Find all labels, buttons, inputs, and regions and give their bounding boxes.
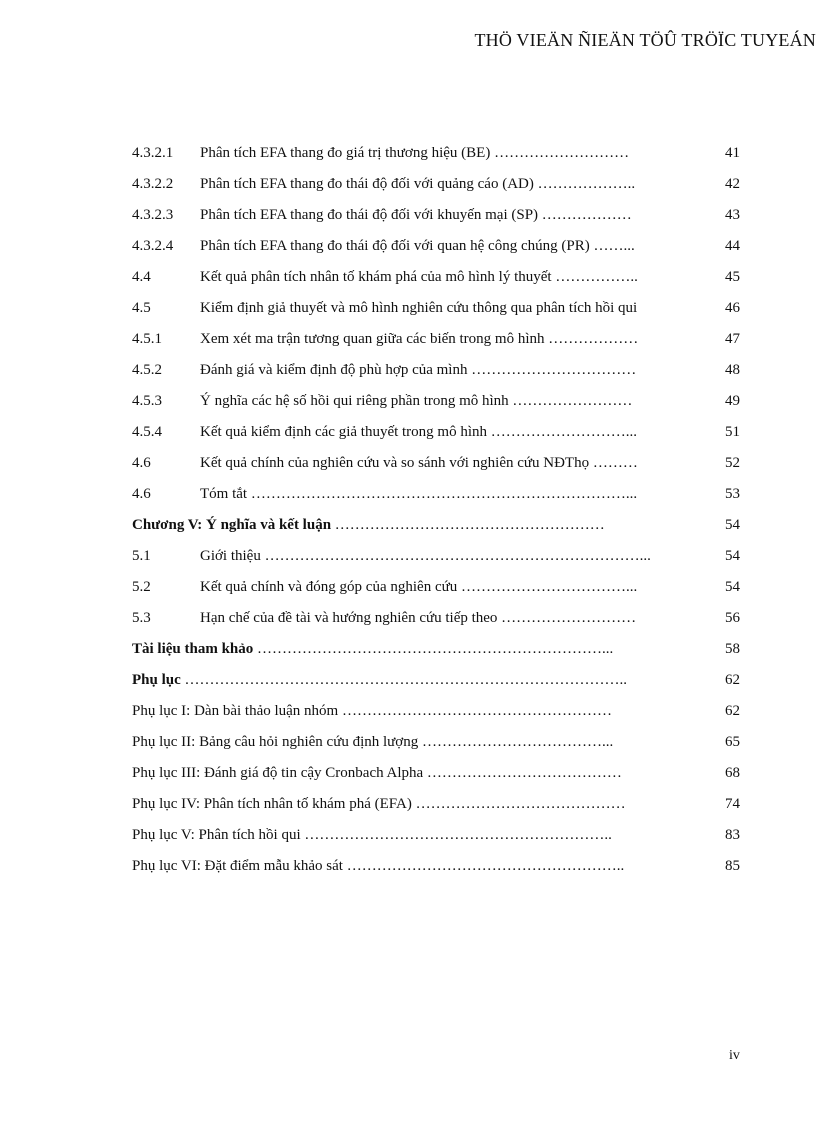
toc-entry-title: Phụ lục VI: Đặt điểm mẫu khảo sát ……………………………………………….. [132, 858, 625, 874]
toc-entry[interactable] [132, 386, 740, 417]
toc-entry-page: 58 [725, 641, 740, 657]
toc-chapter-entry[interactable] [132, 634, 740, 665]
toc-appendix-entry[interactable] [132, 696, 740, 727]
toc-entry-title: Kết quả phân tích nhân tố khám phá của mô hình lý thuyết …………….. [200, 269, 638, 285]
toc-entry-page: 45 [725, 269, 740, 285]
toc-entry-page: 43 [725, 207, 740, 223]
toc-entry-page: 68 [725, 765, 740, 781]
toc-entry-number: 4.3.2.1 [132, 145, 174, 161]
toc-entry[interactable] [132, 603, 740, 634]
toc-entry-number: 4.5.4 [132, 424, 162, 440]
toc-entry-number: 5.3 [132, 610, 151, 626]
toc-entry-number: 4.5 [132, 300, 151, 316]
toc-appendix-entry[interactable] [132, 727, 740, 758]
toc-entry-title: Kết quả kiểm định các giả thuyết trong mô hình ………………………... [200, 424, 638, 440]
toc-appendix-entry[interactable] [132, 758, 740, 789]
toc-entry-page: 41 [725, 145, 740, 161]
toc-entry-title: Phụ lục II: Bảng câu hỏi nghiên cứu định lượng ………………………………... [132, 734, 614, 750]
toc-appendix-entry[interactable] [132, 789, 740, 820]
toc-chapter-entry[interactable] [132, 510, 740, 541]
toc-entry-number: 5.1 [132, 548, 151, 564]
toc-entry-title: Phân tích EFA thang đo giá trị thương hiệu (BE) ……………………… [200, 145, 630, 161]
toc-entry-title: Đánh giá và kiểm định độ phù hợp của mình …………………………… [200, 362, 637, 378]
toc-entry-page: 62 [725, 672, 740, 688]
toc-entry-page: 46 [725, 300, 740, 316]
toc-entry-number: 4.5.1 [132, 331, 162, 347]
toc-chapter-title: Chương V: Ý nghĩa và kết luận [132, 517, 332, 533]
toc-entry-leader: ……………………………………………………………... [253, 641, 614, 657]
toc-entry-page: 54 [725, 517, 740, 533]
toc-entry-title: Giới thiệu …………………………………………………………………... [200, 548, 651, 564]
toc-chapter-title: Tài liệu tham khảo [132, 641, 254, 657]
toc-entry-number: 4.6 [132, 486, 151, 502]
toc-appendix-entry[interactable] [132, 820, 740, 851]
toc-entry-page: 51 [725, 424, 740, 440]
toc-entry-number: 4.5.3 [132, 393, 162, 409]
toc-entry-title: Phân tích EFA thang đo thái độ đối với khuyến mại (SP) ……………… [200, 207, 632, 223]
table-of-contents [132, 138, 740, 882]
toc-entry[interactable] [132, 231, 740, 262]
toc-entry[interactable] [132, 479, 740, 510]
toc-entry-title: Phụ lục I: Dàn bài thảo luận nhóm ……………………………………………… [132, 703, 612, 719]
toc-entry-page: 49 [725, 393, 740, 409]
toc-chapter-entry[interactable] [132, 665, 740, 696]
toc-entry[interactable] [132, 169, 740, 200]
toc-entry-title: Tóm tắt …………………………………………………………………... [200, 486, 638, 502]
page-header-title: THÖ VIEÄN ÑIEÄN TÖÛ TRÖÏC TUYEÁN [474, 30, 816, 50]
toc-entry-title: Phân tích EFA thang đo thái độ đối với quan hệ công chúng (PR) ……... [200, 238, 635, 254]
toc-entry-leader: ……………………………………………… [331, 517, 605, 533]
toc-entry-page: 65 [725, 734, 740, 750]
toc-entry-page: 54 [725, 548, 740, 564]
toc-entry[interactable] [132, 293, 740, 324]
toc-entry[interactable] [132, 541, 740, 572]
toc-entry-page: 47 [725, 331, 740, 347]
toc-entry-number: 5.2 [132, 579, 151, 595]
toc-entry-number: 4.5.2 [132, 362, 162, 378]
toc-entry-page: 62 [725, 703, 740, 719]
toc-entry-leader: …………………………………………………………………………….. [180, 672, 628, 688]
toc-entry-title: Hạn chế của đề tài và hướng nghiên cứu tiếp theo ……………………… [200, 610, 637, 626]
toc-entry-number: 4.3.2.3 [132, 207, 174, 223]
toc-entry-number: 4.6 [132, 455, 151, 471]
toc-entry-page: 44 [725, 238, 740, 254]
toc-entry-page: 85 [725, 858, 740, 874]
toc-entry[interactable] [132, 200, 740, 231]
toc-entry-page: 83 [725, 827, 740, 843]
toc-entry-title: Kiểm định giả thuyết và mô hình nghiên cứu thông qua phân tích hồi qui [200, 300, 638, 316]
toc-appendix-entry[interactable] [132, 851, 740, 882]
toc-entry-title: Phân tích EFA thang đo thái độ đối với quảng cáo (AD) ……………….. [200, 176, 636, 192]
toc-entry-page: 54 [725, 579, 740, 595]
toc-entry-page: 52 [725, 455, 740, 471]
toc-entry-page: 48 [725, 362, 740, 378]
toc-entry[interactable] [132, 262, 740, 293]
toc-chapter-title: Phụ lục [132, 672, 181, 688]
toc-entry-number: 4.3.2.2 [132, 176, 174, 192]
toc-entry-title: Phụ lục IV: Phân tích nhân tố khám phá (EFA) …………………………………… [132, 796, 626, 812]
toc-entry[interactable] [132, 448, 740, 479]
toc-entry[interactable] [132, 417, 740, 448]
toc-entry[interactable] [132, 572, 740, 603]
toc-entry-number: 4.4 [132, 269, 151, 285]
toc-entry-page: 53 [725, 486, 740, 502]
toc-entry-page: 74 [725, 796, 740, 812]
toc-entry[interactable] [132, 355, 740, 386]
toc-entry-title: Xem xét ma trận tương quan giữa các biến trong mô hình ……………… [200, 331, 639, 347]
toc-entry-title: Kết quả chính và đóng góp của nghiên cứu ……………………………... [200, 579, 638, 595]
toc-entry-title: Phụ lục III: Đánh giá độ tin cậy Cronbach Alpha ………………………………… [132, 765, 622, 781]
toc-entry-number: 4.3.2.4 [132, 238, 174, 254]
toc-entry-title: Ý nghĩa các hệ số hồi qui riêng phần trong mô hình …………………… [200, 393, 633, 409]
toc-entry-page: 42 [725, 176, 740, 192]
toc-entry-title: Kết quả chính của nghiên cứu và so sánh với nghiên cứu NĐThọ ……… [200, 455, 638, 471]
toc-entry[interactable] [132, 138, 740, 169]
toc-entry-title: Phụ lục V: Phân tích hồi qui …………………………………………………….. [132, 827, 612, 843]
page-number: iv [729, 1048, 740, 1063]
toc-entry[interactable] [132, 324, 740, 355]
toc-entry-page: 56 [725, 610, 740, 626]
